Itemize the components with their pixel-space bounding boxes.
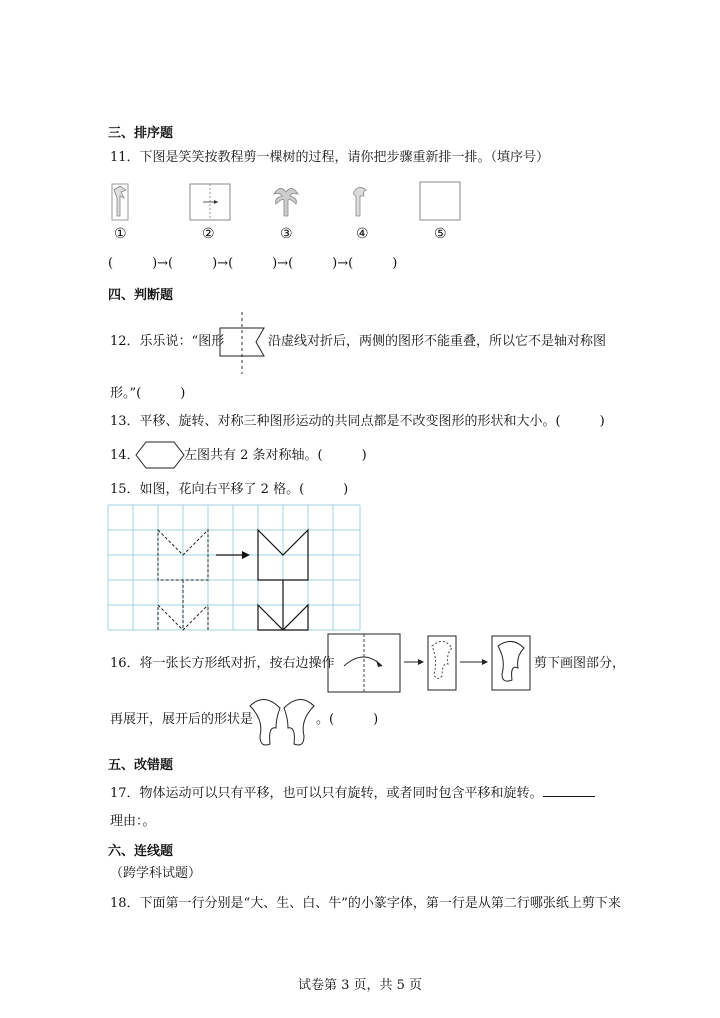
q11-answer-sequence[interactable]: ( )→( )→( )→( )→( ) bbox=[108, 256, 398, 271]
q16-text-line2-pre: 再展开，展开后的形状是 bbox=[110, 712, 254, 727]
q15-text: 15．如图，花向右平移了 2 格。( ) bbox=[110, 482, 349, 497]
q17-reason: 理由：。 bbox=[110, 814, 156, 829]
q18-text: 18．下面第一行分别是“大、生、白、牛”的小篆字体，第一行是从第二行哪张纸上剪下来 bbox=[110, 896, 621, 911]
q16-text-pre: 16．将一张长方形纸对折，按右边操作 bbox=[110, 656, 335, 671]
section-6-heading: 六、连线题 bbox=[108, 844, 174, 859]
q16-fold-cut-steps-figure bbox=[328, 634, 538, 694]
q11-label-5: ⑤ bbox=[434, 226, 447, 242]
q16-text-post: 剪下画图部分， bbox=[534, 656, 626, 671]
q14-text-post: 左图共有 2 条对称轴。( ) bbox=[184, 448, 367, 463]
q18-note: （跨学科试题） bbox=[110, 866, 202, 881]
section-3-heading: 三、排序题 bbox=[108, 126, 174, 141]
q13-text: 13．平移、旋转、对称三种图形运动的共同点都是不改变图形的形状和大小。( ) bbox=[110, 414, 605, 429]
q17-text bbox=[110, 784, 595, 802]
q12-text-post: 沿虚线对折后，两侧的图形不能重叠，所以它不是轴对称图 bbox=[268, 334, 607, 349]
section-5-heading: 五、改错题 bbox=[108, 758, 174, 773]
q12-flag-shape-figure bbox=[216, 312, 272, 374]
q17-statement: 17．物体运动可以只有平移，也可以只有旋转，或者同时包含平移和旋转。 bbox=[110, 786, 543, 801]
step4-cut-half-icon bbox=[353, 187, 366, 216]
q16-text-line2-post: 。( ) bbox=[316, 712, 379, 727]
q12-text-pre: 12．乐乐说：“图形 bbox=[110, 334, 225, 349]
q14-hexagon-figure bbox=[134, 440, 186, 470]
q11-label-4: ④ bbox=[356, 226, 369, 242]
page-footer: 试卷第 3 页，共 5 页 bbox=[297, 978, 423, 993]
q11-text: 11．下图是笑笑按教程剪一棵树的过程，请你把步骤重新排一排。（填序号） bbox=[110, 150, 550, 165]
q16-dolphins-result-figure bbox=[246, 690, 318, 750]
q11-label-2: ② bbox=[202, 226, 215, 242]
section-4-heading: 四、判断题 bbox=[108, 288, 174, 303]
q14-text-pre: 14． bbox=[110, 448, 140, 463]
step5-paper-square-icon bbox=[420, 182, 460, 220]
q11-label-1: ① bbox=[114, 226, 127, 242]
q17-answer-blank[interactable] bbox=[543, 784, 595, 797]
step2-fold-square-icon bbox=[190, 184, 230, 220]
step1-half-tree-icon bbox=[112, 184, 128, 220]
q11-tree-steps-figure bbox=[108, 180, 468, 230]
q12-text-line2: 形。”( ) bbox=[110, 386, 186, 401]
step3-full-tree-icon bbox=[274, 188, 298, 216]
q11-label-3: ③ bbox=[280, 226, 293, 242]
q15-grid-flower-figure bbox=[108, 505, 362, 633]
